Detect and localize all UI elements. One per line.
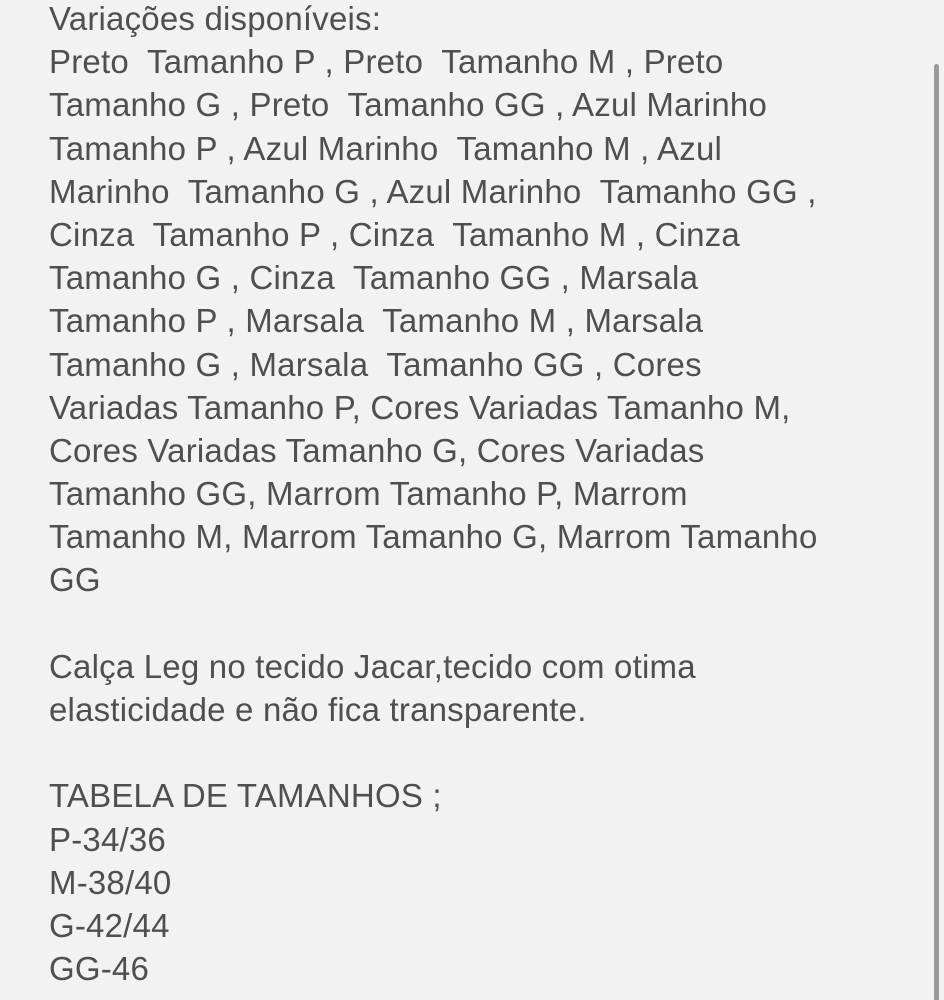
variations-block (49, 0, 899, 602)
variations-line: Tamanho G , Preto Tamanho GG , Azul Marinho (49, 86, 768, 124)
variations-line: Cores Variadas Tamanho G, Cores Variadas (49, 431, 705, 469)
paragraph-spacer (49, 602, 899, 645)
paragraph-spacer (49, 731, 899, 774)
scrollbar-thumb[interactable] (934, 64, 939, 1000)
product-description-line: Calça Leg no tecido Jacar,tecido com otima (49, 647, 696, 685)
variations-line: Tamanho G , Cinza Tamanho GG , Marsala (49, 259, 699, 297)
variations-line: Preto Tamanho P , Preto Tamanho M , Preto (49, 43, 724, 81)
vertical-scrollbar[interactable] (930, 0, 944, 1000)
size-table-row: GG-46 (49, 950, 150, 988)
variations-line: Tamanho GG, Marrom Tamanho P, Marrom (49, 475, 688, 513)
variations-line: Tamanho P , Marsala Tamanho M , Marsala (49, 302, 704, 340)
variations-line: Tamanho M, Marrom Tamanho G, Marrom Tamanho (49, 518, 818, 556)
variations-line: Variadas Tamanho P, Cores Variadas Tamanho M, (49, 388, 791, 426)
size-table-row: P-34/36 (49, 820, 166, 858)
variations-heading: Variações disponíveis: (49, 0, 382, 37)
size-table-block (49, 774, 899, 990)
product-description-block (49, 645, 899, 731)
variations-line: GG (49, 561, 101, 599)
size-table-row: G-42/44 (49, 906, 170, 944)
variations-line: Tamanho G , Marsala Tamanho GG , Cores (49, 345, 702, 383)
size-table-heading: TABELA DE TAMANHOS ; (49, 777, 442, 815)
variations-line: Tamanho P , Azul Marinho Tamanho M , Azul (49, 129, 723, 167)
variations-line: Cinza Tamanho P , Cinza Tamanho M , Cinza (49, 215, 740, 253)
size-table-row: M-38/40 (49, 863, 172, 901)
description-text (49, 0, 899, 990)
variations-line: Marinho Tamanho G , Azul Marinho Tamanho GG , (49, 172, 817, 210)
product-description-line: elasticidade e não fica transparente. (49, 691, 587, 728)
